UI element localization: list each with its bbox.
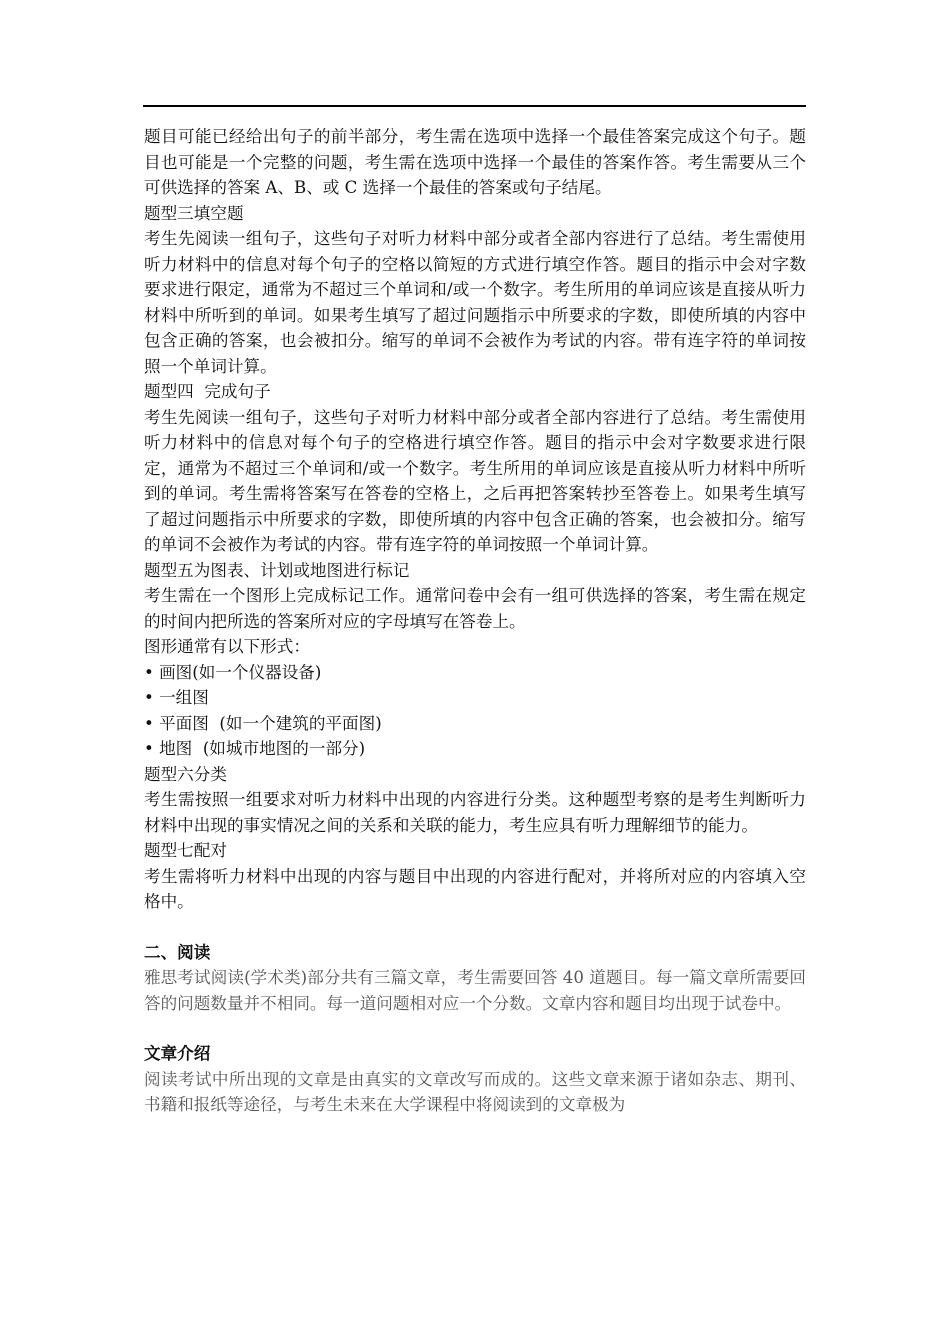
type4-title: 题型四 完成句子: [144, 382, 271, 401]
type7-paragraph: 考生需将听力材料中出现的内容与题目中出现的内容进行配对，并将所对应的内容填入空格中。: [144, 866, 806, 911]
type5-forms-intro: 图形通常有以下形式：: [144, 637, 310, 656]
type3-paragraph: 考生先阅读一组句子，这些句子对听力材料中部分或者全部内容进行了总结。考生需使用听力材料中的信息对每个句子的空格以简短的方式进行填空作答。题目的指示中会对字数要求进行限定，通常为不超过三个单词和/或一个数字。考生所用的单词应该是直接从听力材料中所听到的单词。如果考生填写了超过问题指示中所要求的字数，即使所填的内容中包含正确的答案，也会被扣分。缩写的单词不会被作为考试的内容。带有连字符的单词按照一个单词计算。: [144, 229, 806, 376]
type7-title: 题型七配对: [144, 841, 227, 860]
type4-paragraph: 考生先阅读一组句子，这些句子对听力材料中部分或者全部内容进行了总结。考生需使用听力材料中的信息对每个句子的空格进行填空作答。题目的指示中会对字数要求进行限定，通常为不超过三个单词和/或一个数字。考生所用的单词应该是直接从听力材料中所听到的单词。考生需将答案写在答卷的空格上，之后再把答案转抄至答卷上。如果考生填写了超过问题指示中所要求的字数，即使所填的内容中包含正确的答案，也会被扣分。缩写的单词不会被作为考试的内容。带有连字符的单词按照一个单词计算。: [144, 407, 806, 554]
type5-paragraph: 考生需在一个图形上完成标记工作。通常问卷中会有一组可供选择的答案，考生需在规定的时间内把所选的答案所对应的字母填写在答卷上。: [144, 586, 806, 631]
list-item: • 平面图 (如一个建筑的平面图): [144, 713, 382, 733]
bullet-icon: •: [144, 713, 154, 733]
type3-title: 题型三填空题: [144, 203, 244, 223]
document-body: [144, 124, 806, 1118]
spacer: [144, 1016, 806, 1041]
bullet-icon: •: [144, 662, 154, 682]
type2-paragraph: 题目可能已经给出句子的前半部分，考生需在选项中选择一个最佳答案完成这个句子。题目也可能是一个完整的问题，考生需在选项中选择一个最佳的答案作答。考生需要从三个可供选择的答案 A、B、或 C 选择一个最佳的答案或句子结尾。: [144, 127, 806, 197]
type6-paragraph: 考生需按照一组要求对听力材料中出现的内容进行分类。这种题型考察的是考生判断听力材料中出现的事实情况之间的关系和关联的能力，考生应具有听力理解细节的能力。: [144, 790, 806, 835]
list-item: • 画图(如一个仪器设备): [144, 662, 322, 682]
spacer: [144, 915, 806, 940]
reading-intro: 雅思考试阅读(学术类)部分共有三篇文章，考生需要回答 40 道题目。每一篇文章所需要回答的问题数量并不相同。每一道问题相对应一个分数。文章内容和题目均出现于试卷中。: [144, 968, 806, 1013]
bullet-icon: •: [144, 739, 154, 758]
article-paragraph: 阅读考试中所出现的文章是由真实的文章改写而成的。这些文章来源于诸如杂志、期刊、书籍和报纸等途径，与考生未来在大学课程中将阅读到的文章极为: [144, 1069, 806, 1114]
type5-title: 题型五为图表、计划或地图进行标记: [144, 560, 410, 580]
type6-title: 题型六分类: [144, 764, 227, 784]
article-heading: 文章介绍: [144, 1043, 211, 1063]
list-item: • 地图 (如城市地图的一部分): [144, 739, 366, 758]
bullet-icon: •: [144, 688, 154, 707]
list-item: • 一组图: [144, 688, 209, 707]
header-rule: [143, 105, 806, 107]
reading-heading: 二、阅读: [144, 941, 211, 962]
